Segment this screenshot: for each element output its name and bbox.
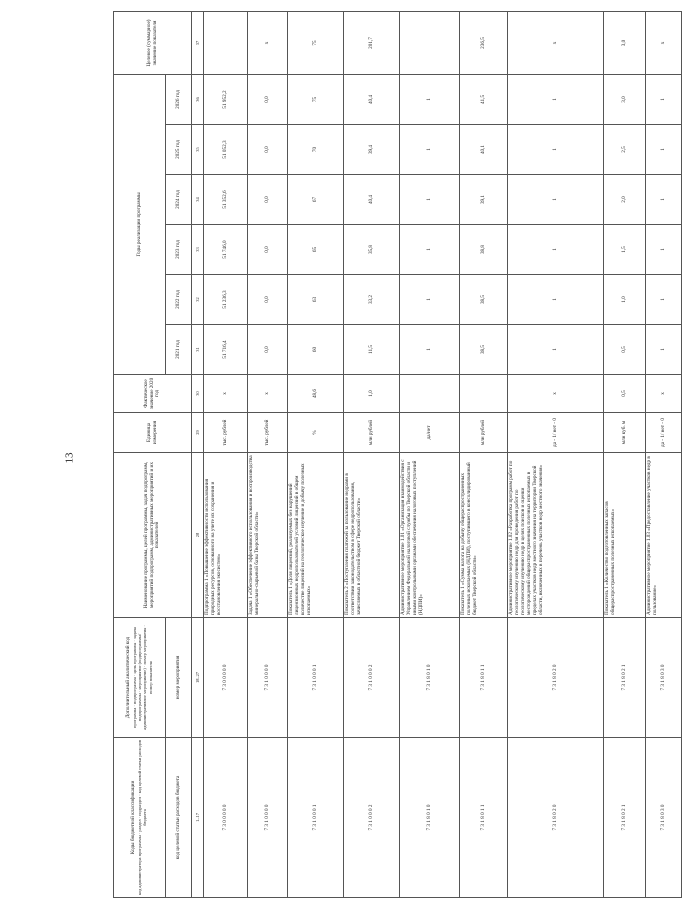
codes-cell: 7 3 1 8 0 2 1	[604, 738, 646, 898]
actual-cell: 1,0	[344, 375, 400, 413]
colnum-cell: 31	[192, 325, 204, 375]
actual-header: Фактическое значение 2020 год	[114, 375, 192, 413]
codes-cell: 7 3 1 0 0 0 2	[344, 738, 400, 898]
codes-cell: 7 3 1 8 0 1 1	[460, 738, 508, 898]
year-value-cell: 0,5	[604, 325, 646, 375]
year-value-cell: 38,5	[460, 325, 508, 375]
codes-subheader: код целевой статьи расходов бюджета	[166, 738, 192, 898]
codes-cell: 7 3 1 8 0 2 0	[508, 738, 604, 898]
unit-header: Единица измерения	[114, 413, 192, 453]
year-value-cell: 40,1	[460, 125, 508, 175]
year-value-cell: 0,0	[248, 275, 288, 325]
codes-cell: 7 3 0 0 0 0 0	[204, 738, 248, 898]
year-value-cell: 1	[400, 74, 460, 124]
target-cell: 75	[288, 11, 344, 74]
colnum-cell: 36	[192, 74, 204, 124]
name-cell: Задача 1 «Обеспечение эффективного использования и воспроизводства минерально-сырьевой базы Тверской области»	[248, 453, 288, 618]
year-value-cell: 1	[400, 225, 460, 275]
year-value-cell: 51 052,3	[204, 125, 248, 175]
extra-subheader: номер мероприятия	[166, 618, 192, 738]
table-row	[344, 11, 400, 897]
target-cell	[400, 11, 460, 74]
year-2026-header: 2026 год	[166, 74, 192, 124]
name-cell: Показатель 1 «Доля лицензий, реализуемых без нарушений лицензионных недропользователей условий лицензий в общем количестве лицензий на геологическое изучение и добычу полезных ископаемых»	[288, 453, 344, 618]
table-row	[400, 11, 460, 897]
unit-cell: млн куб. м	[604, 413, 646, 453]
extra-codes-header: Дополнительный аналитический код программа · подпрограмма · цель программы · задача подпрограммы · мероприятие (подпрограммы/ административное мероприятие) · номер мероприятия · номер показателя	[114, 618, 166, 738]
extra-code-cell: 7 3 1 8 0 2 0	[508, 618, 604, 738]
program-indicators-table	[113, 11, 682, 898]
unit-cell: тыс. рублей	[204, 413, 248, 453]
codes-cell: 7 3 1 0 0 0 1	[288, 738, 344, 898]
year-2022-header: 2022 год	[166, 275, 192, 325]
year-value-cell: 70	[288, 125, 344, 175]
year-value-cell: 33,2	[344, 275, 400, 325]
name-cell: Подпрограмма 1 «Повышение эффективности использования природных ресурсов, основанного на учете их сохранения и восстановления экосистем»	[204, 453, 248, 618]
year-value-cell: 63	[288, 275, 344, 325]
target-cell: х	[248, 11, 288, 74]
colnum-cell: 33	[192, 225, 204, 275]
year-value-cell: 51 236,3	[204, 275, 248, 325]
year-value-cell: 1,0	[604, 275, 646, 325]
year-value-cell: 35,8	[344, 225, 400, 275]
colnum-cell: 18–27	[192, 618, 204, 738]
year-value-cell: 1	[508, 125, 604, 175]
extra-code-cell: 7 3 1 0 0 0 0	[248, 618, 288, 738]
unit-cell: млн рублей	[460, 413, 508, 453]
name-cell: Показатель 1 «Сумма налога на добычу общераспространенных полезных ископаемых (НДПИ), поступившего в консолидированный бюджет Тверской области»	[460, 453, 508, 618]
year-value-cell: 1	[646, 275, 682, 325]
year-value-cell: 11,5	[344, 325, 400, 375]
year-value-cell: 0,0	[248, 175, 288, 225]
year-value-cell: 39,4	[344, 125, 400, 175]
year-value-cell: 51 952,2	[204, 74, 248, 124]
actual-cell: 0,5	[604, 375, 646, 413]
budget-codes-header: Коды бюджетной классификации код администратора программы · раздел · подраздел · код целевой статьи расходов бюджета	[114, 738, 166, 898]
years-header: Годы реализации программы	[114, 74, 166, 374]
target-cell: 201,7	[344, 11, 400, 74]
target-header: Целевое (суммарное) значение показателя	[114, 11, 192, 74]
year-value-cell: 1	[508, 175, 604, 225]
year-value-cell: 0,0	[248, 225, 288, 275]
extra-code-cell: 7 3 1 8 0 1 1	[460, 618, 508, 738]
year-value-cell: 40,4	[344, 175, 400, 225]
colnum-cell: 37	[192, 11, 204, 74]
year-2023-header: 2023 год	[166, 225, 192, 275]
year-value-cell: 75	[288, 74, 344, 124]
table-body	[204, 11, 682, 897]
extra-code-cell: 7 3 1 0 0 0 2	[344, 618, 400, 738]
actual-cell: х	[204, 375, 248, 413]
name-cell: Показатель 1 «Количество подготовленных запасов общераспространенных полезных ископаемых»	[604, 453, 646, 618]
year-value-cell: 1	[646, 125, 682, 175]
year-value-cell: 1	[400, 125, 460, 175]
year-2021-header: 2021 год	[166, 325, 192, 375]
name-cell: Административное мероприятие 1.03 «Предоставление участков недр в пользование»	[646, 453, 682, 618]
year-value-cell: 1	[646, 325, 682, 375]
unit-cell: да - 1/ нет - 0	[646, 413, 682, 453]
extra-code-cell: 7 3 1 8 0 1 0	[400, 618, 460, 738]
target-cell: х	[508, 11, 604, 74]
target-cell: 236,5	[460, 11, 508, 74]
target-cell: х	[646, 11, 682, 74]
table-row	[248, 11, 288, 897]
colnum-cell: 1–17	[192, 738, 204, 898]
unit-cell: да - 1/ нет - 0	[508, 413, 604, 453]
target-cell	[204, 11, 248, 74]
colnum-cell: 28	[192, 453, 204, 618]
unit-cell: да/нет	[400, 413, 460, 453]
colnum-cell: 30	[192, 375, 204, 413]
year-value-cell: 40,4	[344, 74, 400, 124]
name-header: Наименование программы, целей программы, задач подпрограмм, мероприятий подпрограмм, административных мероприятий и их показателей	[114, 453, 192, 618]
year-value-cell: 41,5	[460, 74, 508, 124]
unit-cell: %	[288, 413, 344, 453]
year-value-cell: 1	[508, 74, 604, 124]
year-value-cell: 51 746,0	[204, 225, 248, 275]
year-value-cell: 39,1	[460, 175, 508, 225]
year-value-cell: 38,5	[460, 275, 508, 325]
extra-code-cell: 7 3 1 8 0 2 1	[604, 618, 646, 738]
extra-code-cell: 7 3 1 8 0 3 0	[646, 618, 682, 738]
year-value-cell: 1	[508, 225, 604, 275]
unit-cell: тыс. рублей	[248, 413, 288, 453]
codes-cell: 7 3 1 0 0 0 0	[248, 738, 288, 898]
unit-cell: млн рублей	[344, 413, 400, 453]
year-value-cell: 67	[288, 175, 344, 225]
codes-cell: 7 3 1 8 0 1 0	[400, 738, 460, 898]
actual-cell: х	[646, 375, 682, 413]
table-row	[508, 11, 604, 897]
year-2025-header: 2025 год	[166, 125, 192, 175]
colnum-cell: 35	[192, 125, 204, 175]
colnum-cell: 34	[192, 175, 204, 225]
year-value-cell: 1	[646, 175, 682, 225]
table-row	[460, 11, 508, 897]
table-row	[646, 11, 682, 897]
year-2024-header: 2024 год	[166, 175, 192, 225]
year-value-cell: 1,5	[604, 225, 646, 275]
year-value-cell: 0,0	[248, 74, 288, 124]
colnum-cell: 29	[192, 413, 204, 453]
year-value-cell: 51 352,6	[204, 175, 248, 225]
year-value-cell: 51 716,4	[204, 325, 248, 375]
table-row	[604, 11, 646, 897]
year-value-cell: 1	[646, 225, 682, 275]
actual-cell: 48,6	[288, 375, 344, 413]
year-value-cell: 60	[288, 325, 344, 375]
name-cell: Показатель 2 «Поступления платежей за пользование недрами в соответствии законодательством в сфере недропользования, зачисляемых в областной бюджет Тверской области»	[344, 453, 400, 618]
actual-cell	[460, 375, 508, 413]
codes-cell: 7 3 1 8 0 3 0	[646, 738, 682, 898]
extra-code-cell: 7 3 1 0 0 0 1	[288, 618, 344, 738]
name-cell: Административное мероприятие 1.01 «Организация взаимодействия с Управлением Федеральной налоговой службы по Тверской области и иными контрольными органами обеспечения налоговых поступлений (НДПИ)»	[400, 453, 460, 618]
name-cell: Административное мероприятие 1.02 «Разработка программ работ по геологическому изучению недр для проведения работ по геологическому изучению недр в целях поисков и оценки месторождений общераспространенных полезных ископаемых в пределах участков недр местного значения на территории Тверской области, включенных в перечень участков недр местного значения»	[508, 453, 604, 618]
year-value-cell: 65	[288, 225, 344, 275]
year-value-cell: 0,0	[248, 125, 288, 175]
year-value-cell: 1	[646, 74, 682, 124]
program-table-sheet	[113, 12, 666, 898]
page-number: 13	[63, 452, 76, 464]
year-value-cell: 38,8	[460, 225, 508, 275]
year-value-cell: 1	[508, 325, 604, 375]
extra-code-cell: 7 3 0 0 0 0 0	[204, 618, 248, 738]
table-row	[288, 11, 344, 897]
year-value-cell: 3,0	[604, 74, 646, 124]
year-value-cell: 1	[508, 275, 604, 325]
actual-cell: х	[508, 375, 604, 413]
actual-cell	[400, 375, 460, 413]
colnum-cell: 32	[192, 275, 204, 325]
year-value-cell: 1	[400, 275, 460, 325]
year-value-cell: 2,5	[604, 125, 646, 175]
table-row	[204, 11, 248, 897]
year-value-cell: 0,0	[248, 325, 288, 375]
year-value-cell: 1	[400, 325, 460, 375]
year-value-cell: 2,0	[604, 175, 646, 225]
actual-cell: х	[248, 375, 288, 413]
target-cell: 3,0	[604, 11, 646, 74]
year-value-cell: 1	[400, 175, 460, 225]
